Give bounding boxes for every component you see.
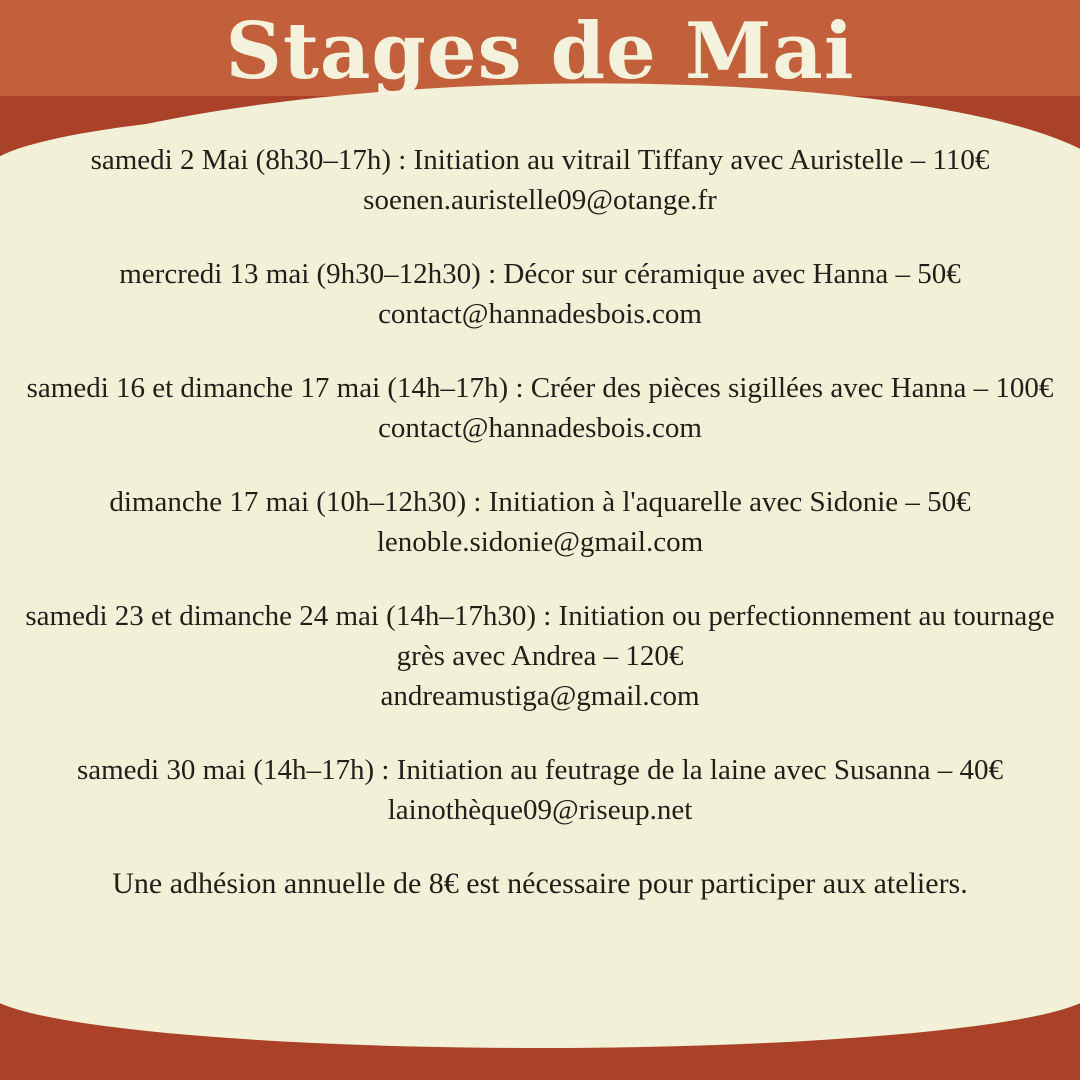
workshop-entry xyxy=(0,254,1080,334)
workshop-list xyxy=(0,140,1080,830)
workshop-entry xyxy=(0,750,1080,830)
workshop-entry xyxy=(0,140,1080,220)
workshop-entry xyxy=(0,482,1080,562)
workshop-contact-email[interactable]: andreamustiga@gmail.com xyxy=(380,680,700,712)
workshop-description: mercredi 13 mai (9h30–12h30) : Décor sur céramique avec Hanna – 50€ xyxy=(119,258,961,290)
workshop-contact-email[interactable]: soenen.auristelle09@otange.fr xyxy=(363,184,717,216)
workshop-description: samedi 16 et dimanche 17 mai (14h–17h) : Créer des pièces sigillées avec Hanna – 100€ xyxy=(26,372,1054,404)
workshop-description: dimanche 17 mai (10h–12h30) : Initiation à l'aquarelle avec Sidonie – 50€ xyxy=(109,486,971,518)
workshop-description: samedi 23 et dimanche 24 mai (14h–17h30) : Initiation ou perfectionnement au tournage grès avec Andrea – 120€ xyxy=(25,600,1055,672)
workshop-entry xyxy=(0,368,1080,448)
workshop-contact-email[interactable]: contact@hannadesbois.com xyxy=(378,298,702,330)
workshop-description: samedi 30 mai (14h–17h) : Initiation au feutrage de la laine avec Susanna – 40€ xyxy=(76,754,1004,786)
workshop-description: samedi 2 Mai (8h30–17h) : Initiation au vitrail Tiffany avec Auristelle – 110€ xyxy=(90,144,990,176)
workshop-contact-email[interactable]: contact@hannadesbois.com xyxy=(378,412,702,444)
poster-header xyxy=(0,0,1080,104)
workshop-entry xyxy=(0,596,1080,716)
workshop-contact-email[interactable]: lenoble.sidonie@gmail.com xyxy=(376,526,704,558)
membership-note: Une adhésion annuelle de 8€ est nécessaire pour participer aux ateliers. xyxy=(112,867,968,900)
workshop-contact-email[interactable]: lainothèque09@riseup.net xyxy=(387,794,693,826)
poster-content xyxy=(0,128,1080,1028)
page-title: Stages de Mai xyxy=(225,6,855,97)
